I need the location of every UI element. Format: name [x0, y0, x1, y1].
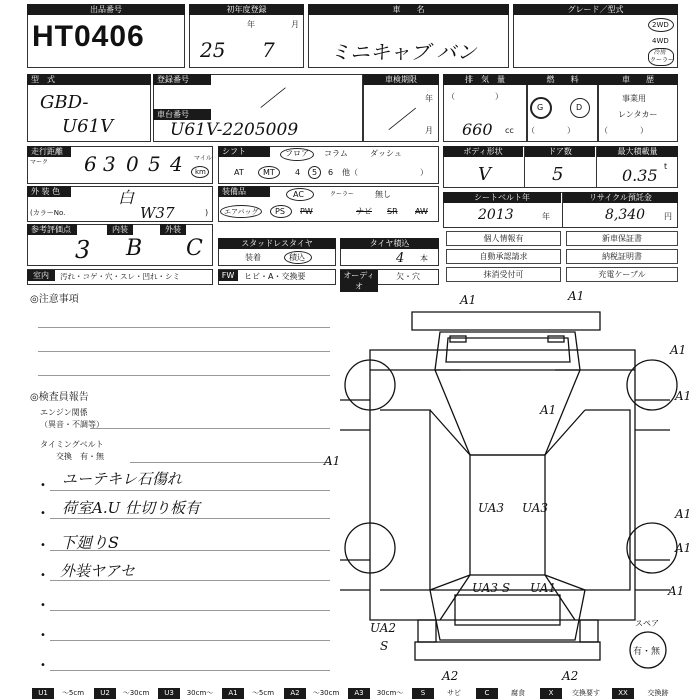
equip-label: 装備品 [218, 186, 270, 197]
inspector-title: ◎検査員報告 [30, 392, 89, 403]
legend-val-c: 腐食 [511, 689, 525, 697]
mileage-sub: マーク [30, 159, 49, 166]
legend-key-a2: A2 [284, 688, 306, 699]
windshield [435, 370, 580, 455]
studless-loaded: 積込 [289, 253, 305, 262]
mileage-digit-3: 0 [126, 152, 139, 176]
model-value-2: U61V [62, 116, 114, 137]
doc-warranty: 新車保証書 [566, 231, 678, 246]
equip-ps: PS [275, 207, 285, 216]
color-value: 白 [118, 188, 135, 207]
maxload-value: 0.35 [622, 166, 658, 185]
shift-4: 4 [295, 168, 301, 177]
remark-line-7 [50, 670, 330, 671]
doc-auto-approval: 自動承認請求 [446, 249, 561, 264]
legend-val-a1: ～5cm [251, 689, 275, 697]
fw-row-items: ヒビ・A・交換要 [244, 272, 306, 281]
color-close: ) [205, 208, 209, 217]
chassis-value: U61V-2205009 [170, 120, 299, 140]
audio-row-items: 欠・穴 [396, 272, 420, 281]
lot-label: 出品番号 [27, 4, 185, 15]
color-label: 外 装 色 [27, 186, 71, 197]
remark-2: 荷室A.U 仕切り板有 [62, 499, 201, 517]
equip-navi: ナビ [356, 207, 372, 216]
bullet-3: • [40, 540, 46, 551]
legend-key-s: S [412, 688, 434, 699]
note-line-2 [38, 351, 330, 352]
seatbelt-div [562, 192, 563, 228]
tire-label: タイヤ積込 [340, 238, 439, 249]
seatbelt-label: シートベルト年 [443, 192, 561, 203]
notes-title: ◎注意事項 [30, 294, 79, 305]
displacement-value: 660 [462, 120, 493, 139]
remark-line-5 [50, 610, 330, 611]
rear-outline [430, 590, 585, 640]
remark-line-6 [50, 640, 330, 641]
bullet-2: • [40, 508, 46, 519]
equip-ac: AC [293, 190, 304, 199]
engine-line [90, 428, 330, 429]
exterior-label: 外装 [160, 224, 186, 235]
ac-line1: 冷房 [654, 49, 667, 56]
dmg-label-10: UA3 [478, 501, 505, 515]
mileage-unit-km: km [195, 168, 206, 176]
shift-other-close: ） [420, 168, 428, 177]
equip-cooler: クーラー [330, 191, 355, 198]
equip-airbag: エアバッグ [224, 208, 259, 216]
interior-row-label: 室内 [27, 270, 55, 281]
first-reg-year-unit: 年 [247, 20, 255, 29]
dmg-label-16: A2 [442, 669, 459, 683]
doc-personal-info: 個人情報有 [446, 231, 561, 246]
dmg-label-6: A1 [324, 454, 341, 468]
bullet-1: • [40, 480, 46, 491]
equip-none: 無し [375, 190, 391, 199]
dmg-label-1: A1 [460, 293, 477, 307]
mileage-digit-2: 3 [103, 152, 116, 176]
legend-val-xx: 交換跡 [647, 689, 669, 697]
fuel-d: D [576, 103, 583, 112]
legend-key-a3: A3 [348, 688, 370, 699]
displacement-paren: （ ） [447, 92, 503, 101]
mirror-right [548, 336, 564, 342]
rear-lamp-right [580, 620, 598, 642]
dmg-label-12: UA3 S [472, 581, 511, 595]
equip-pw: PW [300, 207, 313, 216]
side-panel-left [380, 410, 430, 590]
recycle-unit: 円 [664, 212, 672, 221]
note-line-1 [38, 327, 330, 328]
audio-row-label: オーディオ [340, 270, 378, 292]
remark-1: ユーテキレ石傷れ [62, 470, 182, 488]
rear-lamp-left [418, 620, 436, 642]
bullet-5: • [40, 600, 46, 611]
chassis-label: 車台番号 [153, 109, 211, 120]
dmg-label-15: S [380, 639, 389, 653]
seatbelt-value: 2013 [478, 207, 514, 223]
drive-4wd: 4WD [652, 37, 669, 45]
body-label: ボディ形状 [443, 146, 523, 157]
dmg-label-7: A1 [675, 507, 692, 521]
studless-equipped: 装着 [245, 253, 261, 262]
timing-line [130, 462, 330, 463]
legend-val-s: サビ [447, 689, 461, 697]
first-reg-label: 初年度登録 [189, 4, 304, 15]
side-panel-right [585, 410, 630, 590]
tire-value: 4 [396, 251, 405, 266]
shift-6: 6 [328, 168, 334, 177]
exterior-score: C [186, 236, 203, 261]
first-reg-month-unit: 月 [291, 20, 299, 29]
equip-sr: SR [387, 207, 398, 216]
dmg-label-5: A1 [540, 403, 557, 417]
inspection-label: 車検期限 [363, 74, 439, 85]
diag-right [545, 410, 585, 590]
legend-val-a2: ～30cm [312, 689, 340, 697]
maxload-label: 最大積載量 [597, 146, 678, 157]
roof-panel [470, 455, 545, 575]
engine-label: エンジン関係 [40, 408, 88, 417]
dmg-label-11: UA3 [522, 501, 549, 515]
doors-label: ドア数 [525, 146, 595, 157]
model-value-1: GBD- [40, 92, 89, 113]
vehicle-name-label: 車 名 [308, 4, 509, 15]
bullet-7: • [40, 660, 46, 671]
shift-5: 5 [312, 168, 318, 177]
first-reg-month: 7 [262, 38, 275, 62]
doc-cancel: 抹消受付可 [446, 267, 561, 282]
ac-line2: クーラー [650, 57, 675, 64]
dmg-label-2: A1 [568, 289, 585, 303]
car-diagram [324, 289, 700, 688]
fuel-g: G [537, 103, 544, 112]
dmg-label-8: A1 [675, 541, 692, 555]
legend-key-c: C [476, 688, 498, 699]
history-business: 事業用 [622, 94, 646, 103]
reg-value: ／ [260, 87, 283, 112]
equip-aw: AW [415, 207, 428, 216]
dmg-label-3: A1 [670, 343, 687, 357]
body-value: V [478, 164, 491, 185]
note-line-3 [38, 375, 330, 376]
mirror-left [450, 336, 466, 342]
shift-mt: MT [263, 168, 275, 177]
history-label: 車 歴 [598, 74, 678, 85]
remark-4: 外装ヤアセ [60, 562, 135, 580]
legend-val-u1: ～5cm [61, 689, 85, 697]
dmg-label-4: A1 [675, 389, 692, 403]
shift-other: 他（ [342, 168, 358, 177]
front-bumper [412, 312, 600, 330]
body-div-1 [524, 146, 525, 188]
vehicle-name-value: ミニキャブ バン [330, 40, 477, 64]
seatbelt-unit: 年 [542, 212, 550, 221]
legend-key-x: X [540, 688, 562, 699]
doc-tax-cert: 納税証明書 [566, 249, 678, 264]
shift-floor: フロア [285, 149, 309, 158]
interior-label: 内装 [107, 224, 133, 235]
recycle-value: 8,340 [605, 207, 646, 223]
mileage-digit-1: 6 [84, 152, 97, 176]
door-lines-left [340, 400, 370, 590]
body-div-2 [596, 146, 597, 188]
shift-dash: ダッシュ [370, 149, 402, 158]
door-lines-right [635, 400, 670, 590]
model-label: 型 式 [27, 74, 151, 85]
legend-key-u3: U3 [158, 688, 180, 699]
dmg-label-9: A1 [668, 584, 685, 598]
mileage-label: 走行距離 [27, 146, 71, 157]
displacement-label: 排 気 量 [443, 74, 527, 85]
doc-charge-cable: 充電ケーブル [566, 267, 678, 282]
doors-value: 5 [552, 164, 564, 185]
legend-key-xx: XX [612, 688, 634, 699]
first-reg-year: 25 [200, 38, 226, 62]
shift-label: シフト [218, 146, 270, 157]
legend-val-u3: 30cm～ [186, 689, 214, 697]
overall-score: 3 [75, 236, 91, 264]
reg-label: 登録番号 [153, 74, 211, 85]
legend-val-x: 交換要す [572, 689, 600, 697]
color-code: W37 [140, 204, 175, 222]
fuel-paren: （ ） [527, 126, 575, 135]
maxload-unit: t [664, 162, 668, 171]
fw-row-label: FW [218, 270, 238, 281]
fuel-label: 燃 料 [527, 74, 598, 85]
remark-line-2 [50, 518, 330, 519]
studless-label: スタッドレスタイヤ [218, 238, 336, 249]
history-paren: （ ） [600, 126, 648, 135]
rear-bumper [415, 642, 600, 660]
shift-at: AT [234, 168, 244, 177]
inspection-value: ／ [388, 106, 412, 134]
dmg-label-13: UA1 [530, 581, 557, 595]
recycle-label: リサイクル預託金 [563, 192, 678, 203]
shift-column: コラム [324, 149, 348, 158]
remark-3: 下廻りS [60, 533, 119, 552]
color-sub: (カラーNo. [30, 209, 66, 217]
mileage-digit-5: 4 [170, 152, 183, 176]
spare-label: スペア [635, 619, 659, 628]
body-outline [370, 350, 635, 620]
displacement-unit: cc [505, 126, 514, 135]
scores-label: 参考評価点 [27, 224, 77, 235]
timing-sub: 交換 有・無 [56, 452, 104, 461]
mileage-unit-mile: マイル [194, 155, 212, 162]
legend-val-a3: 30cm～ [376, 689, 404, 697]
interior-row-items: 汚れ・コゲ・穴・スレ・凹れ・シミ [60, 272, 180, 281]
mileage-digit-4: 5 [148, 152, 161, 176]
timing-label: タイミングベルト [40, 440, 104, 449]
legend-key-u2: U2 [94, 688, 116, 699]
lot-number: HT0406 [32, 20, 145, 53]
history-rental: レンタカー [618, 110, 658, 119]
legend-key-u1: U1 [32, 688, 54, 699]
legend-bar [32, 688, 700, 700]
drive-2wd: 2WD [652, 21, 669, 29]
tire-unit: 本 [420, 254, 428, 263]
bullet-4: • [40, 570, 46, 581]
inspection-month-unit: 月 [425, 126, 433, 135]
inspection-year-unit: 年 [425, 94, 433, 103]
remark-line-1 [50, 490, 330, 491]
legend-val-u2: ～30cm [122, 689, 150, 697]
engine-sub: （異音・不調等） [40, 420, 104, 429]
interior-score: B [126, 236, 143, 261]
bullet-6: • [40, 630, 46, 641]
legend-key-a1: A1 [222, 688, 244, 699]
grade-label: グレード／型式 [513, 4, 678, 15]
spare-value: 有・無 [633, 647, 661, 657]
dmg-label-14: UA2 [370, 621, 397, 635]
dmg-label-17: A2 [562, 669, 579, 683]
diag-left [430, 410, 470, 590]
